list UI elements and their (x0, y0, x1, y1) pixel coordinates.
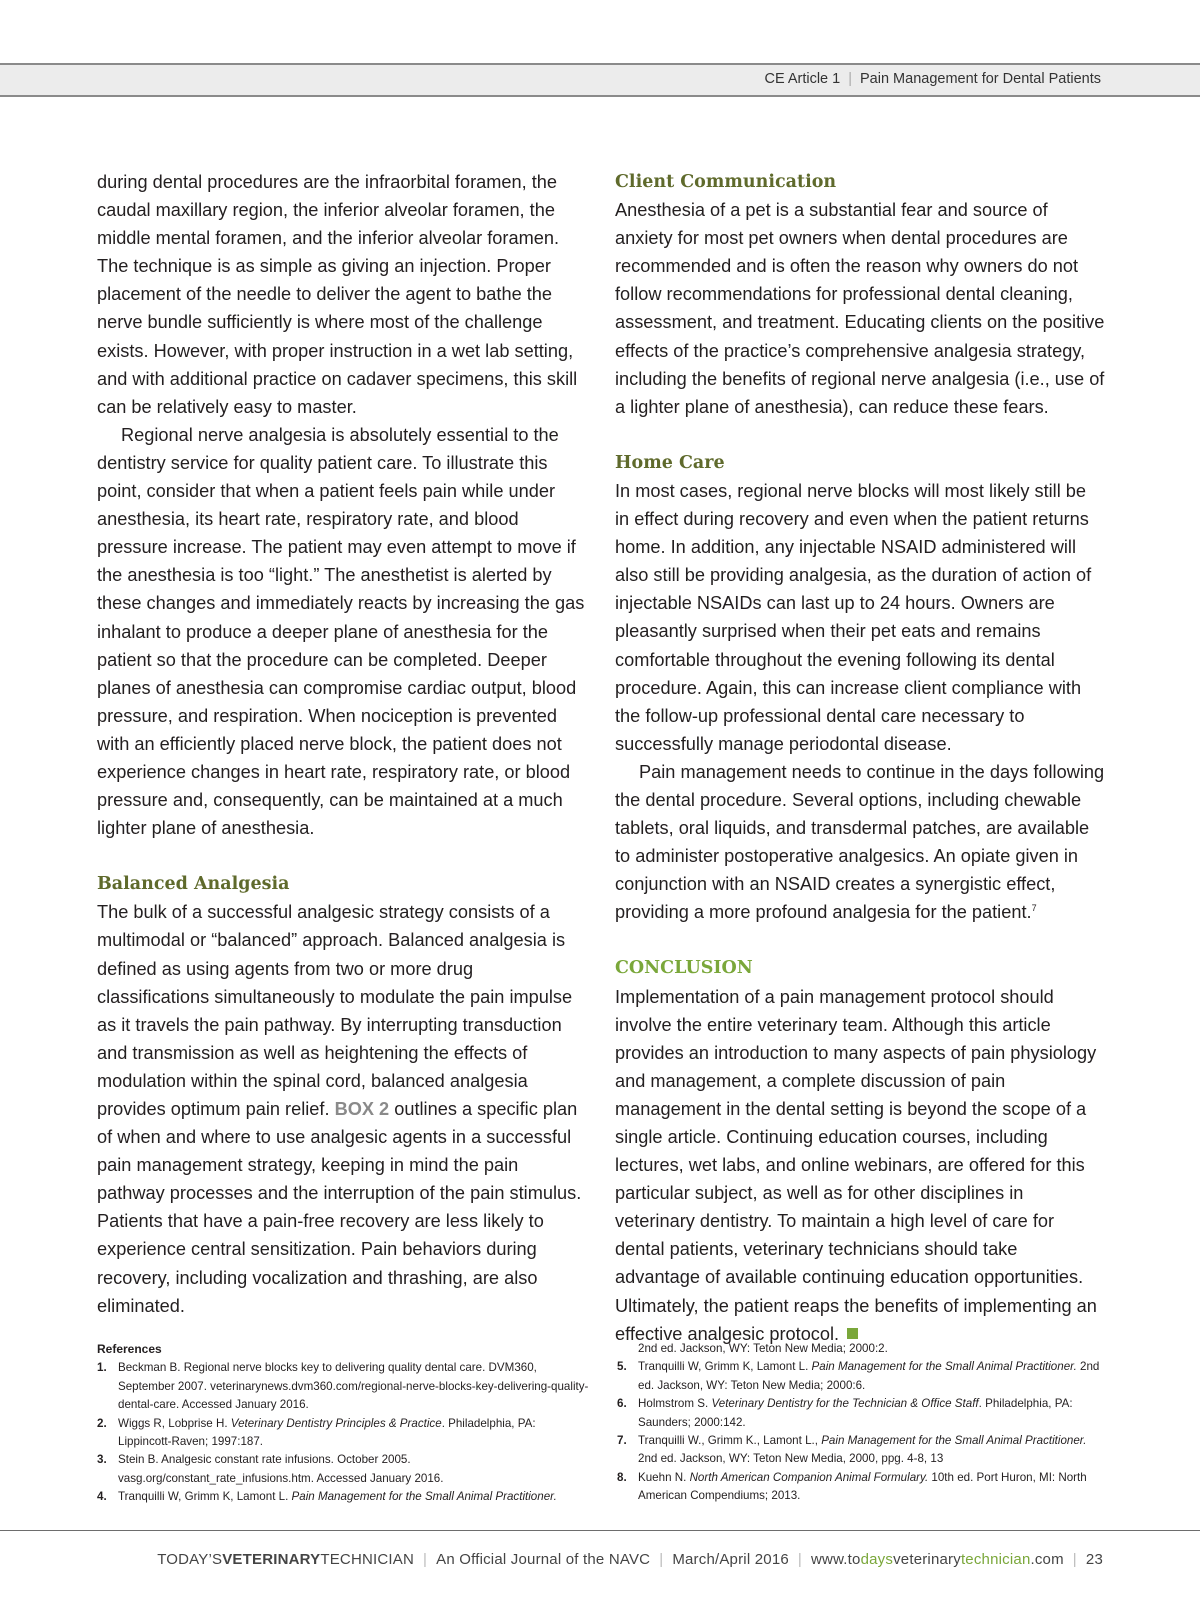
page-number: 23 (1085, 1551, 1103, 1568)
reference-text: Beckman B. Regional nerve blocks key to delivering quality dental care. DVM360, September 2007. veterinarynews.dvm360.com/regional-nerve-blocks-key-delivering-quality-dental-care. Accessed January 2016. (118, 1361, 589, 1412)
balanced-analgesia-paragraph (97, 898, 585, 1319)
reference-number: 6. (617, 1397, 627, 1411)
journal-brand (157, 1551, 414, 1568)
reference-authors: Wiggs R, Lobprise H. (118, 1416, 231, 1430)
reference-continuation: 2nd ed. Jackson, WY: Teton New Media; 2000:2. (638, 1342, 888, 1355)
footer-divider: | (423, 1551, 428, 1568)
reference-item (617, 1432, 1107, 1469)
reference-title: Veterinary Dentistry Principles & Practice (230, 1416, 442, 1430)
brand-part-technician: TECHNICIAN (320, 1551, 415, 1568)
box-2-link[interactable]: BOX 2 (334, 1099, 390, 1119)
footer-divider: | (1072, 1551, 1077, 1568)
reference-publication: . Philadelphia, PA: Lippincott-Raven; 1997:187. (118, 1416, 536, 1449)
url-part: .com (1030, 1551, 1064, 1568)
reference-title: Pain Management for the Small Animal Practitioner. (291, 1490, 557, 1504)
running-header-title: Pain Management for Dental Patients (860, 71, 1101, 87)
reference-title: Pain Management for the Small Animal Practitioner. (821, 1434, 1087, 1448)
reference-publication: 10th ed. Port Huron, MI: North American Compendiums; 2013. (638, 1470, 1087, 1503)
conclusion-paragraph (615, 983, 1105, 1348)
reference-publication: 2nd ed. Jackson, WY: Teton New Media; 2000:6. (638, 1360, 1100, 1392)
reference-authors: Holmstrom S. (638, 1397, 712, 1411)
url-part: days (860, 1551, 894, 1568)
url-part: veterinary (893, 1551, 961, 1568)
running-header (764, 71, 1101, 87)
issue-date: March/April 2016 (672, 1551, 789, 1568)
url-part: www.to (811, 1551, 861, 1568)
reference-item (617, 1395, 1107, 1432)
end-of-article-square-icon (847, 1328, 858, 1339)
reference-item (97, 1451, 592, 1488)
left-paragraph-2: Regional nerve analgesia is absolutely essential to the dentistry service for quality patient care. To illustrate this point, consider that when a patient feels pain while under anesthesia, its heart rate, respiratory rate, and blood pressure increase. The patient may even attempt to move if the anesthesia is too “light.” The anesthetist is alerted by these changes and immediately reacts by increasing the gas inhalant to produce a deeper plane of anesthesia for the patient so that the procedure can be completed. Deeper planes of anesthesia can compromise cardiac output, blood pressure, and respiration. When nociception is prevented with an efficiently placed nerve block, the patient does not experience changes in heart rate, respiratory rate, or blood pressure and, consequently, can be maintained at a much lighter plane of anesthesia. (97, 424, 585, 839)
url-part: technician (960, 1551, 1031, 1568)
references-right (617, 1340, 1107, 1506)
section-heading-balanced-analgesia: Balanced Analgesia (97, 874, 290, 895)
reference-authors: Tranquilli W, Grimm K, Lamont L. (118, 1490, 292, 1504)
reference-number: 7. (617, 1434, 627, 1448)
footer-divider: | (797, 1551, 803, 1568)
reference-title: North American Companion Animal Formulary. (689, 1470, 929, 1484)
reference-item (617, 1469, 1107, 1506)
balanced-text-after: outlines a specific plan of when and where to use analgesic agents in a successful pain management strategy, keeping in mind the pain pathway processes and the interruption of the pain stimulus. Patients that have a pain-free recovery are less likely to experience central sensitization. Pain behaviors during recovery, including vocalization and thrashing, are also eliminated. (97, 1099, 582, 1316)
reference-number: 5. (617, 1360, 627, 1374)
reference-publication: 2nd ed. Jackson, WY: Teton New Media, 2000, ppg. 4-8, 13 (638, 1452, 944, 1466)
references-left (97, 1340, 592, 1507)
reference-number: 3. (97, 1453, 107, 1467)
reference-authors: Tranquilli W., Grimm K., Lamont L., (638, 1434, 822, 1448)
right-column (615, 168, 1105, 1348)
reference-item (97, 1488, 592, 1506)
home-care-paragraph-1: In most cases, regional nerve blocks will most likely still be in effect during recovery and even when the patient returns home. In addition, any injectable NSAID administered will also still be providing analgesia, as the duration of action of injectable NSAIDs can last up to 24 hours. Owners are pleasantly surprised when their pet eats and remains comfortable throughout the evening following its dental procedure. Again, this can increase client compliance with the follow-up professional dental care necessary to successfully manage periodontal disease. (615, 480, 1092, 754)
section-heading-home-care: Home Care (615, 452, 725, 473)
reference-item (97, 1415, 592, 1452)
section-heading-client-communication: Client Communication (615, 172, 837, 192)
client-communication-paragraph: Anesthesia of a pet is a substantial fear and source of anxiety for most pet owners when dental procedures are recommended and is often the reason why owners do not follow recommendations for professional dental cleaning, assessment, and treatment. Educating clients on the positive effects of the practice’s comprehensive analgesia strategy, including the benefits of regional nerve analgesia (i.e., use of a lighter plane of anesthesia), can reduce these fears. (615, 200, 1105, 417)
reference-authors: Kuehn N. (638, 1470, 690, 1484)
reference-title: Veterinary Dentistry for the Technician & Office Staff (711, 1397, 979, 1411)
conclusion-text: Implementation of a pain management protocol should involve the entire veterinary team. Although this article provides an introduction to many aspects of pain physiology and management, a complete discussion of pain management in the dental setting is beyond the scope of a single article. Continuing education courses, including lectures, wet labs, and online webinars, are offered for this particular subject, as well as for other disciplines in veterinary dentistry. To maintain a high level of care for dental patients, veterinary technicians should take advantage of available continuing education opportunities. Ultimately, the patient reaps the benefits of implementing an effective analgesic protocol. (615, 986, 1097, 1344)
running-header-article: CE Article 1 (764, 71, 841, 87)
journal-tagline: An Official Journal of the NAVC (436, 1551, 651, 1568)
reference-text: Stein B. Analgesic constant rate infusions. October 2005. vasg.org/constant_rate_infusions.htm. Accessed January 2016. (118, 1453, 444, 1485)
left-paragraph-1: during dental procedures are the infraorbital foramen, the caudal maxillary region, the inferior alveolar foramen, the middle mental foramen, and the inferior alveolar foramen. The technique is as simple as giving an injection. Proper placement of the needle to deliver the agent to bathe the nerve bundle sufficiently is where most of the challenge exists. However, with proper instruction in a wet lab setting, and with additional practice on cadaver specimens, this skill can be relatively easy to master. (97, 172, 578, 417)
journal-url-link[interactable] (811, 1551, 1064, 1568)
reference-item (97, 1359, 592, 1414)
reference-authors: Tranquilli W, Grimm K, Lamont L. (638, 1360, 812, 1374)
reference-publication: . Philadelphia, PA: Saunders; 2000:142. (638, 1397, 1073, 1429)
balanced-text-before: The bulk of a successful analgesic strategy consists of a multimodal or “balanced” approach. Balanced analgesia is defined as using agents from two or more drug classifications simultaneously to modulate the pain impulse as it travels the pain pathway. By interrupting transduction and transmission as well as heightening the effects of modulation within the spinal cord, balanced analgesia provides optimum pain relief. (97, 902, 573, 1119)
reference-number: 1. (97, 1361, 107, 1375)
reference-item (617, 1358, 1107, 1395)
citation-7-superscript[interactable]: 7 (1031, 903, 1037, 914)
footer-divider: | (659, 1551, 664, 1568)
brand-part-todays: TODAY’S (157, 1551, 223, 1568)
left-column (97, 168, 585, 1320)
reference-number: 8. (617, 1470, 627, 1484)
brand-part-veterinary: VETERINARY (222, 1551, 321, 1568)
footer-rule (0, 1530, 1200, 1531)
home-care-paragraph-2 (615, 758, 1105, 927)
section-heading-conclusion: CONCLUSION (615, 958, 753, 979)
reference-number: 4. (97, 1490, 107, 1504)
running-header-divider: | (848, 71, 852, 87)
reference-title: Pain Management for the Small Animal Practitioner. (811, 1360, 1077, 1374)
reference-number: 2. (97, 1416, 107, 1430)
page-footer (157, 1551, 1103, 1568)
references-title: References (97, 1342, 162, 1356)
home-care-paragraph-2-text: Pain management needs to continue in the days following the dental procedure. Several options, including chewable tablets, oral liquids, and transdermal patches, are available to administer postoperative analgesics. An opiate given in conjunction with an NSAID creates a synergistic effect, providing a more profound analgesia for the patient. (615, 761, 1105, 923)
